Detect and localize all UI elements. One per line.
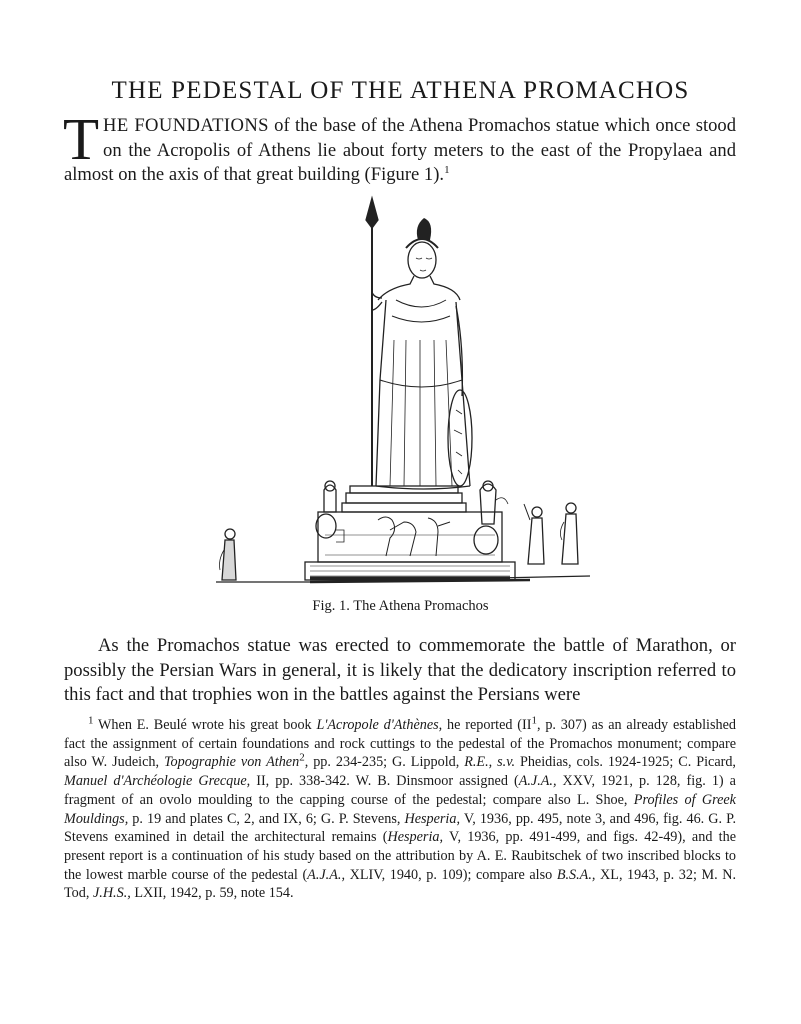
intro-text: of the base of the Athena Promachos statue which once stood on the Acropolis of Athens lie about forty meters to the east of the Propylaea and almost on the axis of that great building (Figure 1). — [64, 115, 737, 185]
footnote-text: p. 19 and plates C, 2, and IX, 6; G. P. Stevens, — [128, 810, 405, 827]
footnote-italic: Manuel d'Archéologie Grecque, — [64, 773, 251, 790]
footnote-text: XXV, 1921, p. 128, fig. 1) a fragment of an ovolo moulding to the capping course of the pedestal; compare also L. Shoe, — [64, 773, 736, 808]
footnote-1 — [64, 716, 736, 903]
intro-paragraph — [63, 106, 737, 188]
footnote-text: V, 1936, pp. 491-499, and figs. 42-49), and the present report is a continuation of his study based on the attribution by A. E. Raubitschek of two inscribed blocks to the lowest marble course of the pedestal ( — [64, 829, 736, 883]
intro-lead-smallcaps: HE FOUNDATIONS — [103, 115, 269, 136]
pedestal-cap — [346, 493, 462, 503]
footnote-italic: Topographie von Athen — [163, 754, 300, 771]
figure-right-2 — [566, 503, 576, 513]
spear-tip — [366, 198, 378, 228]
footnote-text: II, pp. 338-342. W. B. Dinsmoor assigned ( — [250, 773, 519, 790]
trophy-right — [480, 484, 496, 524]
footnote-italic: J.H.S., — [92, 885, 131, 902]
drop-cap: T — [63, 106, 100, 172]
footnote-italic: A.J.A., — [307, 866, 345, 883]
footnote-italic: Hesperia, — [387, 829, 444, 846]
footnote-text: V, 1936, pp. 495, note 3, and 496, fig. 46. G. P. Stevens examined in detail the architectural remains ( — [64, 810, 736, 846]
footnote-text: Pheidias, cols. 1924-1925; C. Picard, — [515, 754, 736, 771]
footnote-text: he reported (II — [442, 717, 532, 733]
figure-1 — [200, 190, 600, 590]
figure-right-1 — [532, 507, 542, 517]
footnote-sup: 2 — [299, 751, 305, 764]
footnote-text: XLIV, 1940, p. 109); compare also — [345, 866, 557, 883]
figure-caption: Fig. 1. The Athena Promachos — [312, 598, 489, 614]
footnote-number: 1 — [88, 714, 94, 727]
footnote-italic: Hesperia, — [404, 810, 461, 827]
figure-small-left — [225, 529, 235, 539]
footnote-text: , p. 307) as an already established fact the assignment of certain foundations and rock cuttings to the pedestal of the Promachos monument; compare also W. Judeich, — [64, 717, 736, 771]
footnote-text: XL, 1943, p. 32; M. N. Tod, — [64, 866, 736, 902]
page-title: THE PEDESTAL OF THE ATHENA PROMACHOS — [111, 76, 690, 104]
footnote-text: , pp. 234-235; G. Lippold, — [304, 754, 465, 771]
footnote-italic: Profiles of Greek Mouldings, — [64, 791, 736, 827]
footnote-italic: A.J.A., — [518, 773, 557, 790]
footnote-text: When E. Beulé wrote his great book — [93, 717, 317, 733]
footnote-sup: 1 — [531, 714, 537, 727]
footnote-italic: L'Acropole d'Athènes, — [316, 717, 443, 733]
footnote-ref-1[interactable]: 1 — [444, 163, 450, 176]
footnote-italic: R.E., s.v. — [464, 754, 515, 771]
footnote-text: LXII, 1942, p. 59, note 154. — [130, 885, 294, 902]
body-paragraph: As the Promachos statue was erected to commemorate the battle of Marathon, or possibly the Persian Wars in general, it is likely that the dedicatory inscription referred to this fact and that trophies won in the battles against the Persians were — [64, 635, 736, 705]
footnote-italic: B.S.A., — [556, 866, 596, 883]
statue-head — [408, 242, 436, 278]
helmet-crest — [417, 218, 431, 240]
athena-promachos-illustration — [200, 190, 600, 590]
